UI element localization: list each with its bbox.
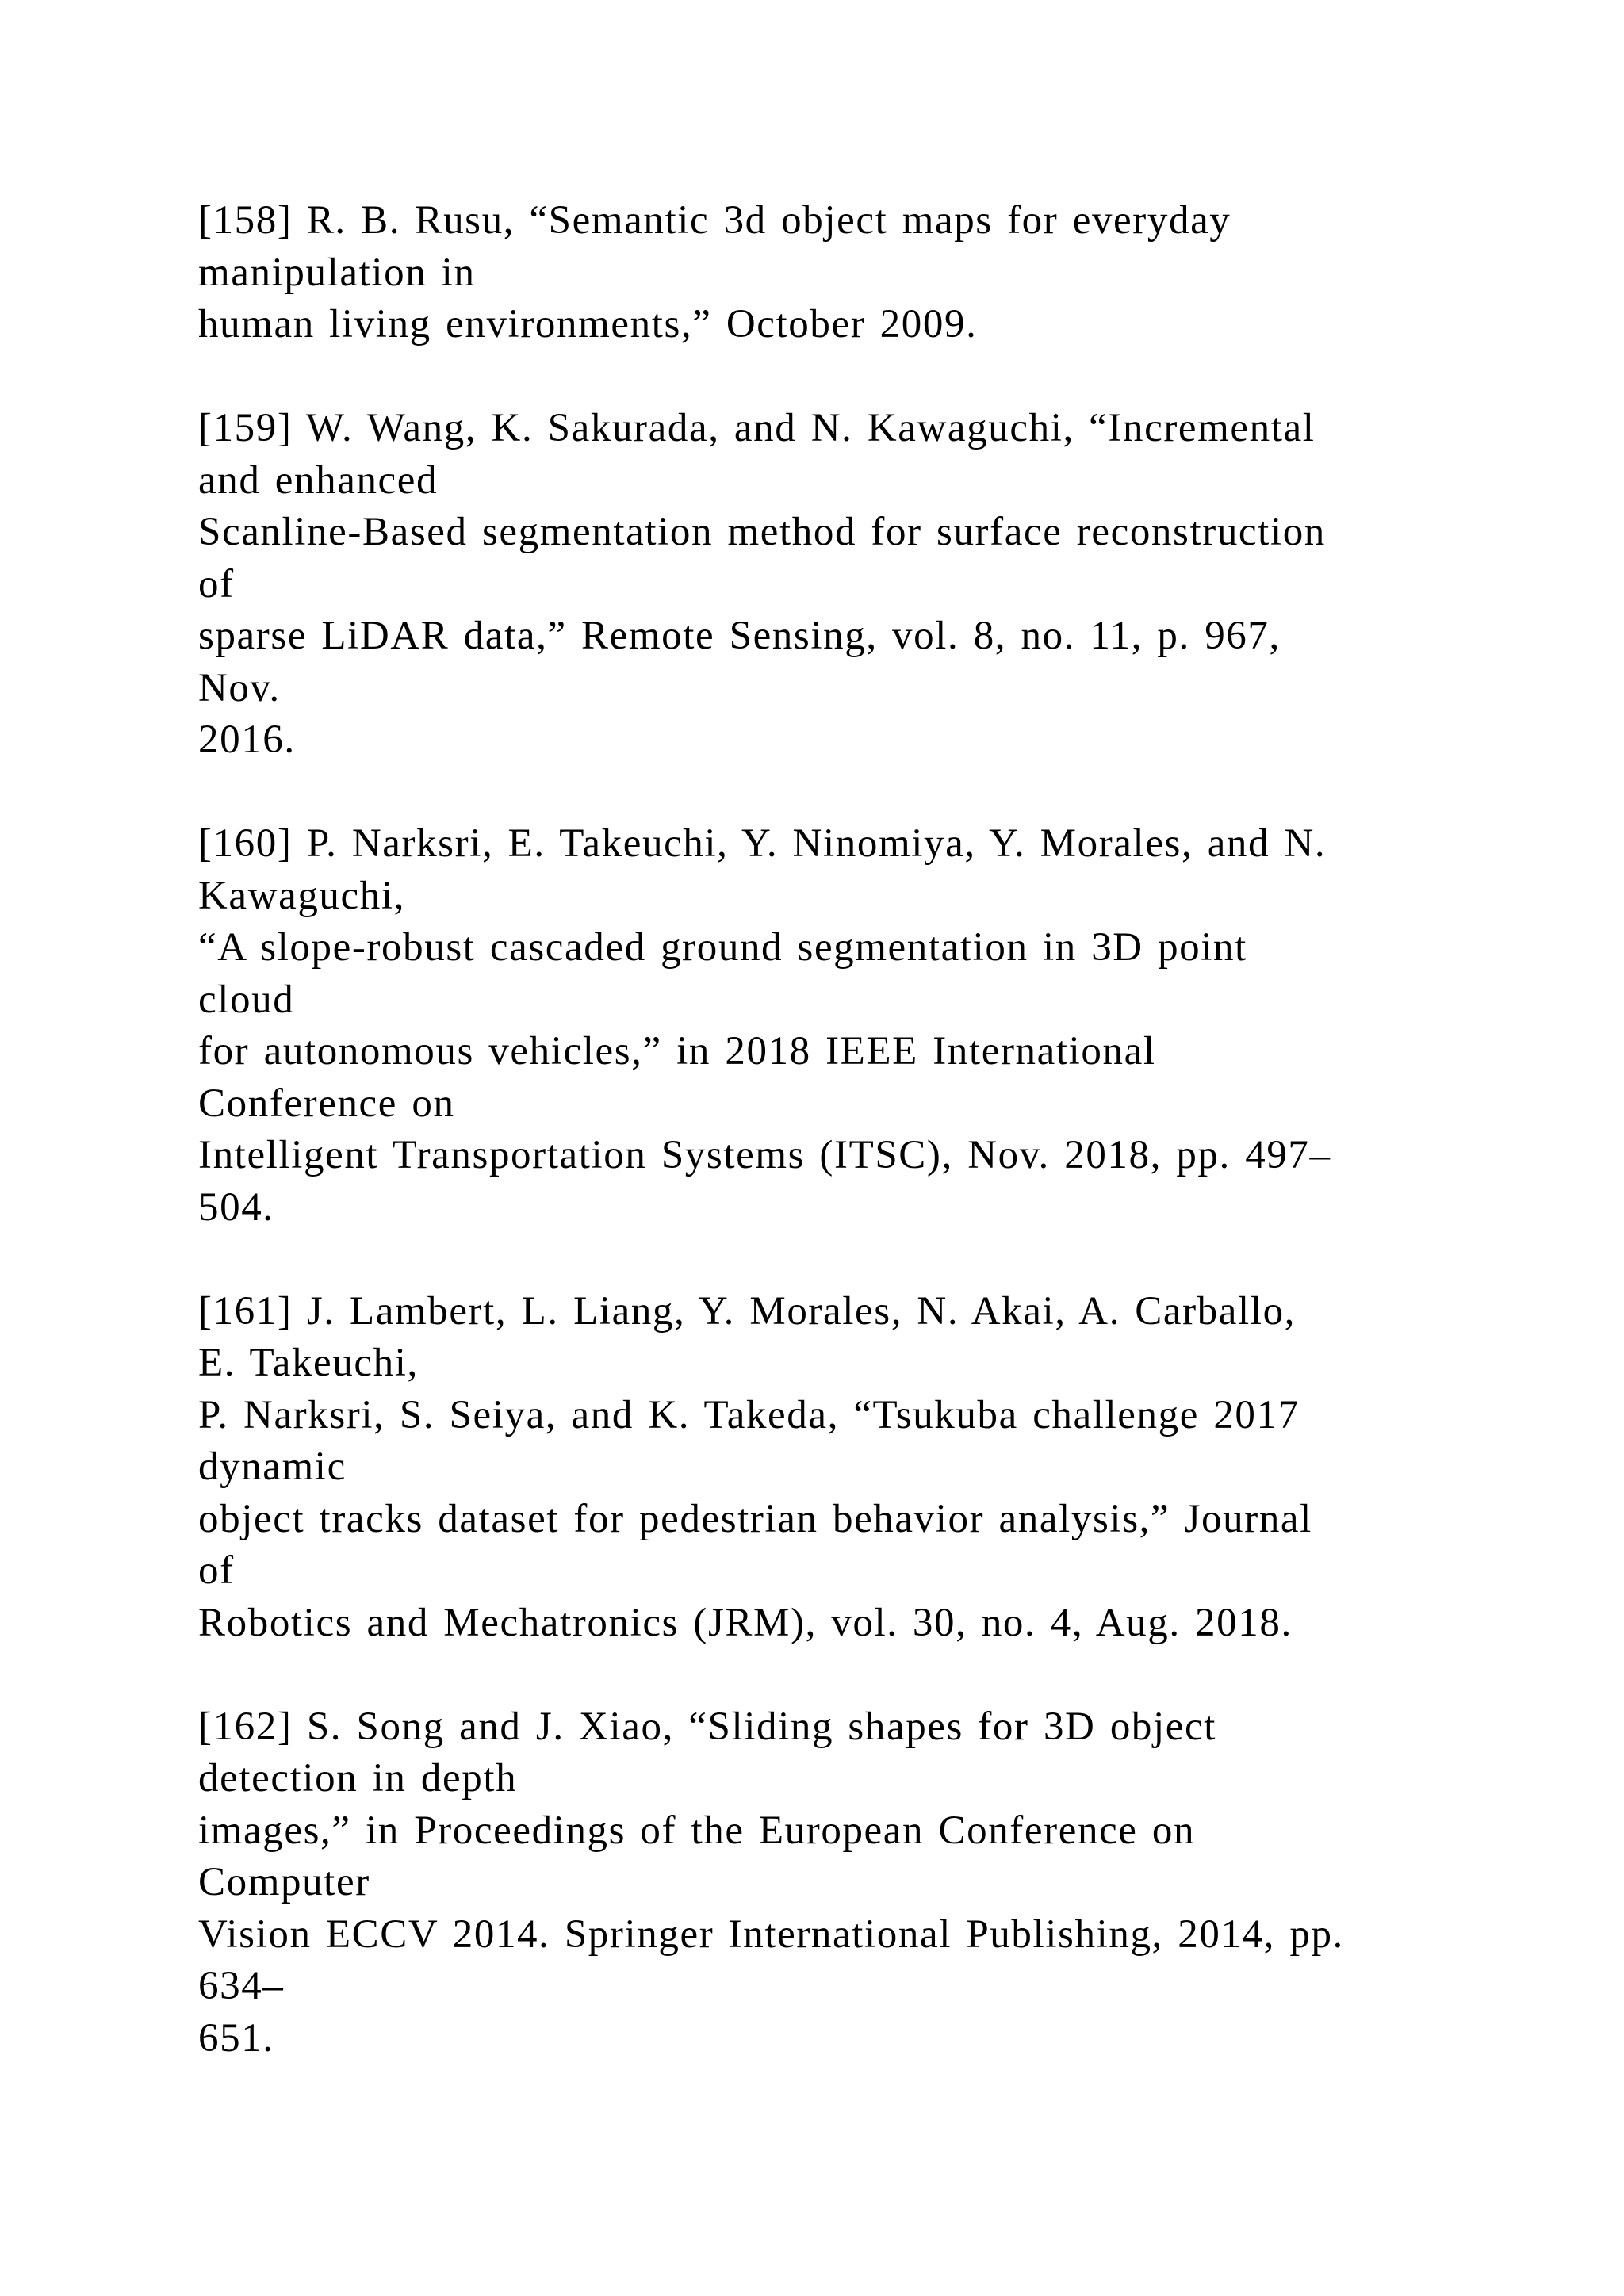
reference-162 — [198, 1701, 1546, 2065]
reference-line: for autonomous vehicles,” in 2018 IEEE International — [198, 1029, 1156, 1073]
reference-list — [198, 195, 1546, 2117]
reference-line: Vision ECCV 2014. Springer International Publishing, 2014, pp. — [198, 1911, 1344, 1957]
reference-161 — [198, 1286, 1546, 1650]
reference-line: Nov. — [198, 665, 281, 710]
reference-line: and enhanced — [198, 457, 439, 503]
reference-line: [161] J. Lambert, L. Liang, Y. Morales, N. Akai, A. Carballo, — [198, 1288, 1297, 1334]
reference-line: manipulation in — [198, 250, 476, 295]
reference-line: “A slope-robust cascaded ground segmentation in 3D point — [198, 925, 1247, 970]
reference-line: 2016. — [198, 718, 296, 762]
reference-line: human living environments,” October 2009. — [198, 302, 978, 346]
reference-line: of — [198, 561, 235, 607]
reference-line: P. Narksri, S. Seiya, and K. Takeda, “Tsukuba challenge 2017 — [198, 1392, 1300, 1437]
reference-line: dynamic — [198, 1445, 347, 1489]
reference-158 — [198, 195, 1546, 351]
reference-line: 504. — [198, 1184, 274, 1230]
reference-line: 634– — [198, 1964, 285, 2008]
reference-line: detection in depth — [198, 1756, 518, 1800]
reference-line: Computer — [198, 1860, 370, 1904]
reference-line: Scanline-Based segmentation method for surface reconstruction — [198, 510, 1326, 554]
reference-line: Conference on — [198, 1081, 455, 1126]
reference-line: 651. — [198, 2015, 274, 2061]
reference-line: images,” in Proceedings of the European Conference on — [198, 1808, 1196, 1853]
reference-160 — [198, 818, 1546, 1234]
reference-line: [162] S. Song and J. Xiao, “Sliding shapes for 3D object — [198, 1704, 1217, 1749]
reference-line: [158] R. B. Rusu, “Semantic 3d object maps for everyday — [198, 198, 1231, 243]
reference-line: Robotics and Mechatronics (JRM), vol. 30, no. 4, Aug. 2018. — [198, 1600, 1293, 1645]
reference-line: Intelligent Transportation Systems (ITSC), Nov. 2018, pp. 497– — [198, 1133, 1331, 1177]
reference-line: sparse LiDAR data,” Remote Sensing, vol. 8, no. 11, p. 967, — [198, 614, 1281, 658]
reference-line: [160] P. Narksri, E. Takeuchi, Y. Ninomiya, Y. Morales, and N. — [198, 821, 1327, 866]
reference-line: E. Takeuchi, — [198, 1341, 419, 1385]
reference-line: Kawaguchi, — [198, 873, 405, 918]
reference-line: cloud — [198, 977, 295, 1022]
reference-line: of — [198, 1548, 235, 1593]
reference-line: object tracks dataset for pedestrian behavior analysis,” Journal — [198, 1496, 1312, 1541]
reference-line: [159] W. Wang, K. Sakurada, and N. Kawaguchi, “Incremental — [198, 406, 1316, 450]
reference-159 — [198, 403, 1546, 767]
